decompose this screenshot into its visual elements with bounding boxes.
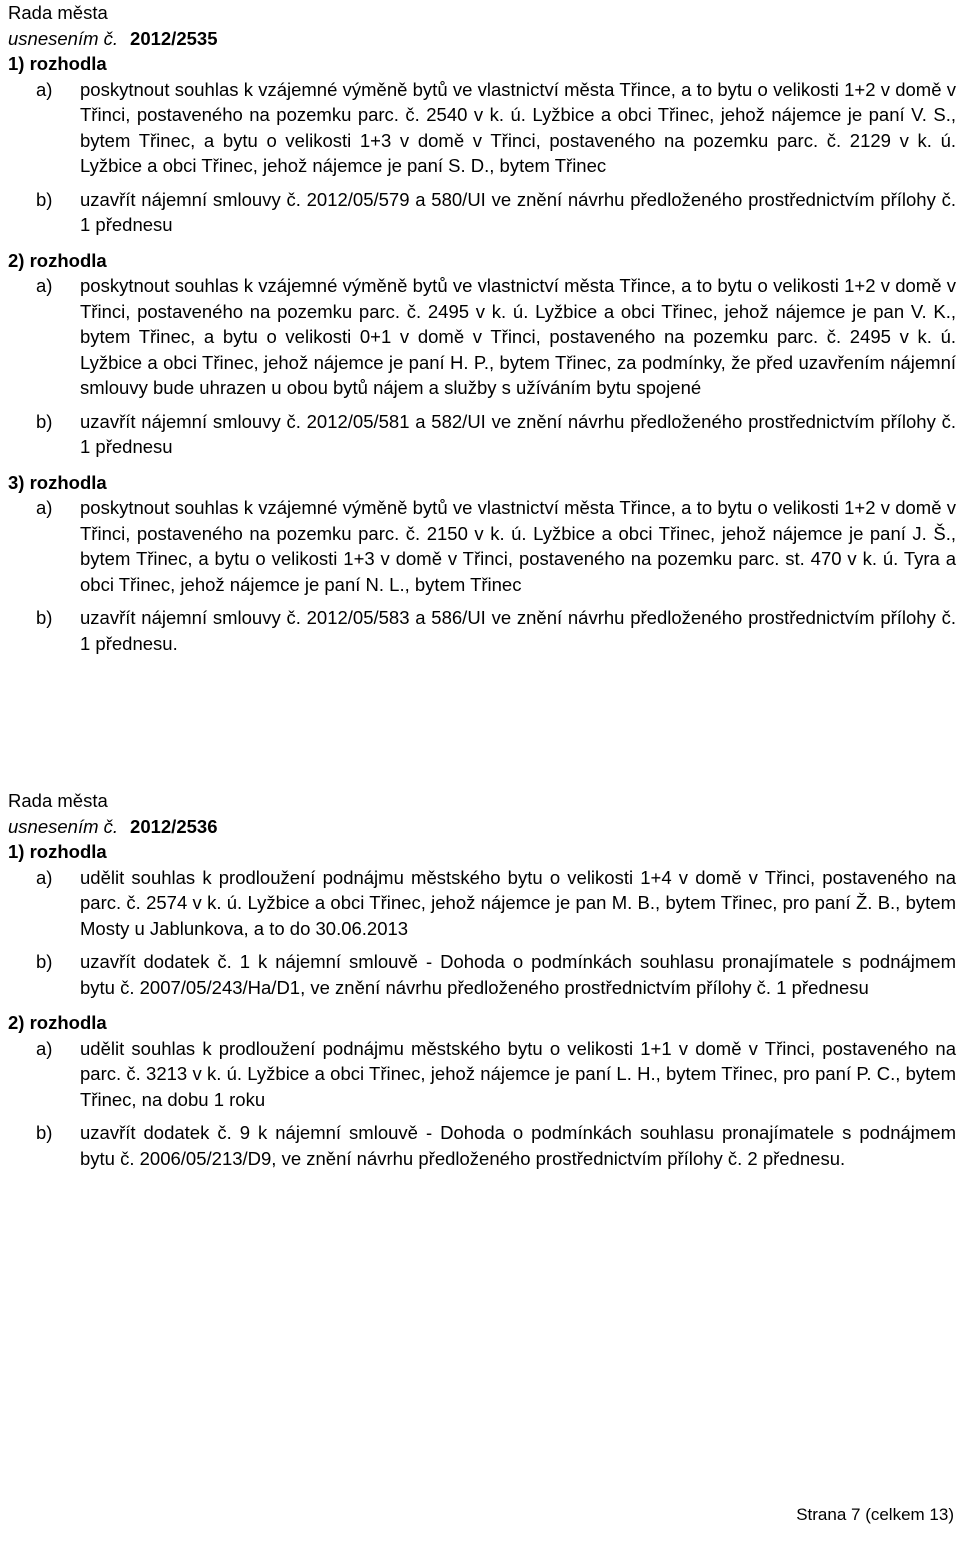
decision-title: 1) rozhodla xyxy=(8,53,107,74)
item-label: a) xyxy=(36,866,53,888)
item-text: udělit souhlas k prodloužení podnájmu městského bytu o velikosti 1+1 v domě v Třinci, postaveného na parc. č. 3213 v k. ú. Lyžbice a obci Třinec, jehož nájemce je paní L. H., bytem Třinec, pro paní P. C., bytem Třinec, na dobu 1 roku xyxy=(80,1037,956,1110)
decision-item xyxy=(36,409,956,460)
item-label: a) xyxy=(36,78,53,100)
item-label: b) xyxy=(36,410,53,432)
item-label: a) xyxy=(36,275,53,296)
item-label: a) xyxy=(36,1037,53,1059)
item-text: udělit souhlas k prodloužení podnájmu městského bytu o velikosti 1+4 v domě v Třinci, postaveného na parc. č. 2574 v k. ú. Lyžbice a obci Třinec, jehož nájemce je pan M. B., bytem Třinec, pro paní Ž. B., bytem Mosty u Jablunkova, a to do 30.06.2013 xyxy=(80,866,956,939)
item-text: poskytnout souhlas k vzájemné výměně bytů ve vlastnictví města Třince, a to bytu o velikosti 1+2 v domě v Třinci, postaveného na pozemku parc. č. 2540 v k. ú. Lyžbice a obci Třinec, jehož nájemce je paní V. S., bytem Třinec, a bytu o velikosti 1+3 v domě v Třinci, postaveného na pozemku parc. č. 2129 v k. ú. Lyžbice a obci Třinec, jehož nájemce je paní S. D., bytem Třinec xyxy=(80,78,956,176)
resolution-body: Rada města xyxy=(8,2,108,23)
resolution-body: Rada města xyxy=(8,790,108,811)
resolution-ref-number: 2012/2535 xyxy=(130,27,218,49)
item-text: poskytnout souhlas k vzájemné výměně bytů ve vlastnictví města Třince, a to bytu o velikosti 1+2 v domě v Třinci, postaveného na pozemku parc. č. 2495 v k. ú. Lyžbice a obci Třinec, jehož nájemce je pan V. K., bytem Třinec, a bytu o velikosti 0+1 v domě v Třinci, postaveného na pozemku parc. č. 2495 v k. ú. Lyžbice a obci Třinec, jehož nájemce je paní H. P., bytem Třinec, za podmínky, že před uzavřením nájemní smlouvy bude uhrazen u obou bytů nájem a služby s užíváním bytu spojené xyxy=(80,275,956,398)
resolution-ref-label: usnesením č. xyxy=(8,27,119,49)
item-label: b) xyxy=(36,188,53,210)
item-text: uzavřít dodatek č. 1 k nájemní smlouvě - Dohoda o podmínkách souhlasu pronajímatele s podnájmem bytu č. 2007/05/243/Ha/D1, ve znění návrhu předloženého prostřednictvím přílohy č. 1 přednesu xyxy=(80,951,956,998)
decision-title: 2) rozhodla xyxy=(8,1012,107,1033)
item-label: b) xyxy=(36,607,53,628)
decision-item xyxy=(36,865,956,942)
resolution-ref-label: usnesením č. xyxy=(8,815,119,837)
resolution-2012-2536 xyxy=(8,788,956,1171)
decision-item xyxy=(36,273,956,401)
item-label: b) xyxy=(36,1122,53,1143)
resolution-reference xyxy=(8,26,956,52)
item-text: uzavřít nájemní smlouvy č. 2012/05/581 a 582/UI ve znění návrhu předloženého prostřednictvím přílohy č. 1 přednesu xyxy=(80,410,956,457)
resolution-2012-2535 xyxy=(8,0,956,656)
decision-title: 2) rozhodla xyxy=(8,249,107,271)
decision-item xyxy=(36,77,956,179)
page-footer: Strana 7 (celkem 13) xyxy=(796,1504,954,1524)
item-text: poskytnout souhlas k vzájemné výměně bytů ve vlastnictví města Třince, a to bytu o velikosti 1+2 v domě v Třinci, postaveného na pozemku parc. č. 2150 v k. ú. Lyžbice a obci Třinec, jehož nájemce je paní J. Š., bytem Třinec, a bytu o velikosti 1+3 v domě v Třinci, postaveného na pozemku parc. st. 470 v k. ú. Tyra a obci Třinec, jehož nájemce je paní N. L., bytem Třinec xyxy=(80,497,956,595)
decision-title: 1) rozhodla xyxy=(8,841,107,862)
decision-title: 3) rozhodla xyxy=(8,471,107,493)
decision-item xyxy=(36,1120,956,1171)
item-text: uzavřít dodatek č. 9 k nájemní smlouvě - Dohoda o podmínkách souhlasu pronajímatele s podnájmem bytu č. 2006/05/213/D9, ve znění návrhu předloženého prostřednictvím přílohy č. 2 přednesu. xyxy=(80,1122,956,1169)
decision-item xyxy=(36,495,956,597)
decision-item xyxy=(36,605,956,656)
resolution-reference xyxy=(8,814,956,840)
decision-item xyxy=(36,1036,956,1113)
page-content xyxy=(8,0,956,1169)
item-label: b) xyxy=(36,951,53,972)
decision-item xyxy=(36,187,956,238)
item-label: a) xyxy=(36,497,53,518)
item-text: uzavřít nájemní smlouvy č. 2012/05/579 a 580/UI ve znění návrhu předloženého prostřednictvím přílohy č. 1 přednesu xyxy=(80,188,956,235)
resolution-ref-number: 2012/2536 xyxy=(130,815,218,837)
item-text: uzavřít nájemní smlouvy č. 2012/05/583 a 586/UI ve znění návrhu předloženého prostřednictvím přílohy č. 1 přednesu. xyxy=(80,607,956,654)
decision-item xyxy=(36,949,956,1000)
